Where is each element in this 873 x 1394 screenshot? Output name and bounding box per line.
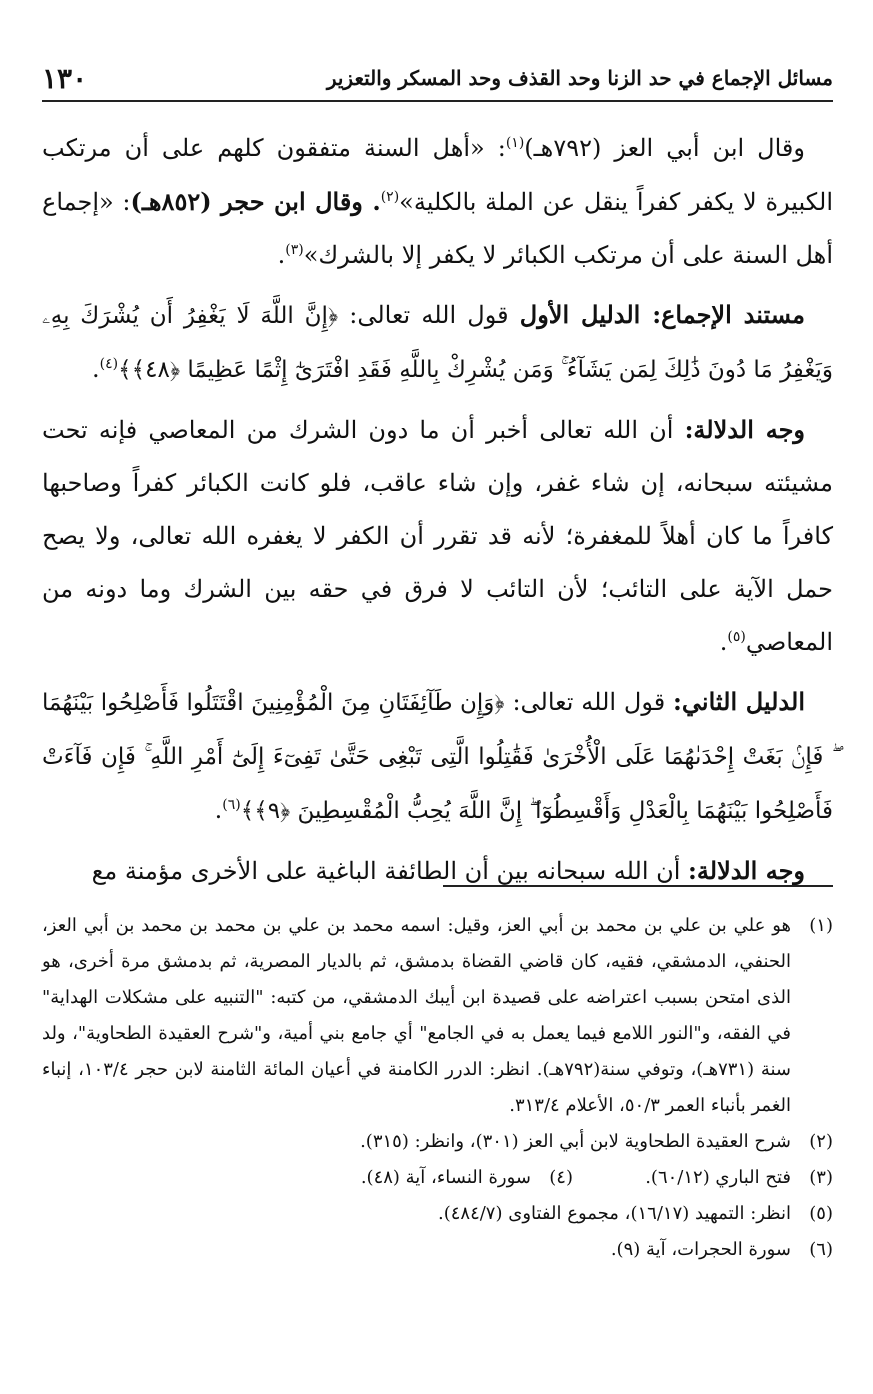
evidence-heading: الدليل الثاني: [673,687,805,716]
footnote-ref[interactable]: (٦) [222,797,241,813]
indication-heading: وجه الدلالة: [684,415,806,444]
footnote-2: (٢) شرح العقيدة الطحاوية لابن أبي العز (٣٠١)، وانظر: (٣١٥). [360,1131,833,1152]
page-number: ١٣٠ [42,61,88,95]
paragraph-indication-1: وجه الدلالة: أن الله تعالى أخبر أن ما دون الشرك من المعاصي فإنه تحت مشيئته سبحانه، إن شاء غفر، وإن شاء عاقب، فلو كانت الكبائر كفراً وصاحبها كافراً ما كان أهلاً للمغفرة؛ لأنه قد تقرر أن الكفر لا يغفره الله تعالى، ولا يصح حمل الآية على التائب؛ لأن التائب لا فرق في حقه بين الشرك وما دونه من المعاصي$^{(٥)}$. [42,415,833,656]
page-header [42,56,833,102]
footnote-ref[interactable]: (٥) [727,629,746,645]
paragraph-second-evidence: الدليل الثاني: قول الله تعالى: ﴿وَإِن طَآئِفَتَانِ مِنَ الْمُؤْمِنِينَ اقْتَتَلُوا فَأَصْلِحُوا بَيْنَهُمَا ۖ فَإِنۢ بَغَتْ إِحْدَىٰهُمَا عَلَى الْأُخْرَىٰ فَقَٰتِلُوا الَّتِى تَبْغِى حَتَّىٰ تَفِىٓءَ إِلَىٰٓ أَمْرِ اللَّهِ ۚ فَإِن فَآءَتْ فَأَصْلِحُوا بَيْنَهُمَا بِالْعَدْلِ وَأَقْسِطُوٓا ۖ إِنَّ اللَّهَ يُحِبُّ الْمُقْسِطِينَ ﴿٩﴾﴾$^{(٦)}$. [42,687,833,824]
footnote-4: (٤) سورة النساء، آية (٤٨). [360,1167,573,1188]
paragraph-indication-2: وجه الدلالة: أن الله سبحانه بين أن الطائفة الباغية على الأخرى مؤمنة مع [91,856,805,885]
quran-verse: ﴿إِنَّ اللَّهَ لَا يَغْفِرُ أَن يُشْرَكَ بِهِۦ وَيَغْفِرُ مَا دُونَ ذَٰلِكَ لِمَن يَشَآءُ ۚ وَمَن يُشْرِكْ بِاللَّهِ فَقَدِ افْتَرَىٰٓ إِثْمًا عَظِيمًا ﴿٤٨﴾﴾ [42,303,833,383]
footnotes [42,908,833,1268]
footnote-divider [443,885,833,887]
footnote-ref[interactable]: (١) [505,135,525,151]
paragraph-ibn-abi-al-izz: وقال ابن أبي العز (٧٩٢هـ)$^{(١)}$: «أهل السنة متفقون كلهم على أن مرتكب الكبيرة لا يكفر كفراً ينقل عن الملة بالكلية»$^{(٢)}$. وقال ابن حجر (٨٥٢هـ): «إجماع أهل السنة على أن مرتكب الكبائر لا يكفر إلا بالشرك»$^{(٣)}$. [42,134,833,269]
footnote-ref[interactable]: (٢) [380,189,400,205]
main-text [42,122,833,904]
running-title: مسائل الإجماع في حد الزنا وحد القذف وحد المسكر والتعزير [326,66,833,90]
indication-heading: وجه الدلالة: [688,856,805,885]
footnote-6: (٦) سورة الحجرات، آية (٩). [610,1239,833,1260]
footnote-1: (١) هو علي بن علي بن محمد بن أبي العز، وقيل: اسمه محمد بن علي بن محمد بن محمد بن أبي العز، الحنفي، الدمشقي، فقيه، كان قاضي القضاة بدمشق، ثم بالديار المصرية، ثم بدمشق مرة أخرى، هو الذى امتحن بسبب اعتراضه على قصيدة ابن أيبك الدمشقي، من كتبه: "التنبيه على مشكلات الهداية" في الفقه، و"النور اللامع فيما يعمل به في الجامع" أي جامع بني أمية، و"شرح العقيدة الطحاوية"، ولد سنة (٧٣١هـ)، وتوفي سنة(٧٩٢هـ). انظر: الدرر الكامنة في أعيان المائة الثامنة لابن حجر ١٠٣/٤، إنباء الغمر بأنباء العمر ٥٠/٣، الأعلام ٣١٣/٤. [42,915,833,1116]
evidence-heading: مستند الإجماع: الدليل الأول [519,300,805,329]
footnote-3: (٣) فتح الباري (٦٠/١٢). [645,1167,833,1188]
footnote-5: (٥) انظر: التمهيد (١٦/١٧)، مجموع الفتاوى (٤٨٤/٧). [437,1203,833,1224]
quran-verse: ﴿وَإِن طَآئِفَتَانِ مِنَ الْمُؤْمِنِينَ اقْتَتَلُوا فَأَصْلِحُوا بَيْنَهُمَا ۖ فَإِنۢ بَغَتْ إِحْدَىٰهُمَا عَلَى الْأُخْرَىٰ فَقَٰتِلُوا الَّتِى تَبْغِى حَتَّىٰ تَفِىٓءَ إِلَىٰٓ أَمْرِ اللَّهِ ۚ فَإِن فَآءَتْ فَأَصْلِحُوا بَيْنَهُمَا بِالْعَدْلِ وَأَقْسِطُوٓا ۖ إِنَّ اللَّهَ يُحِبُّ الْمُقْسِطِينَ ﴿٩﴾﴾ [42,690,833,824]
footnote-row-3-4 [42,1160,833,1196]
footnote-ref[interactable]: (٣) [285,242,304,258]
footnote-ref[interactable]: (٤) [99,356,119,372]
paragraph-first-evidence: مستند الإجماع: الدليل الأول قول الله تعالى: ﴿إِنَّ اللَّهَ لَا يَغْفِرُ أَن يُشْرَكَ بِهِۦ وَيَغْفِرُ مَا دُونَ ذَٰلِكَ لِمَن يَشَآءُ ۚ وَمَن يُشْرِكْ بِاللَّهِ فَقَدِ افْتَرَىٰٓ إِثْمًا عَظِيمًا ﴿٤٨﴾﴾$^{(٤)}$. [42,300,833,383]
